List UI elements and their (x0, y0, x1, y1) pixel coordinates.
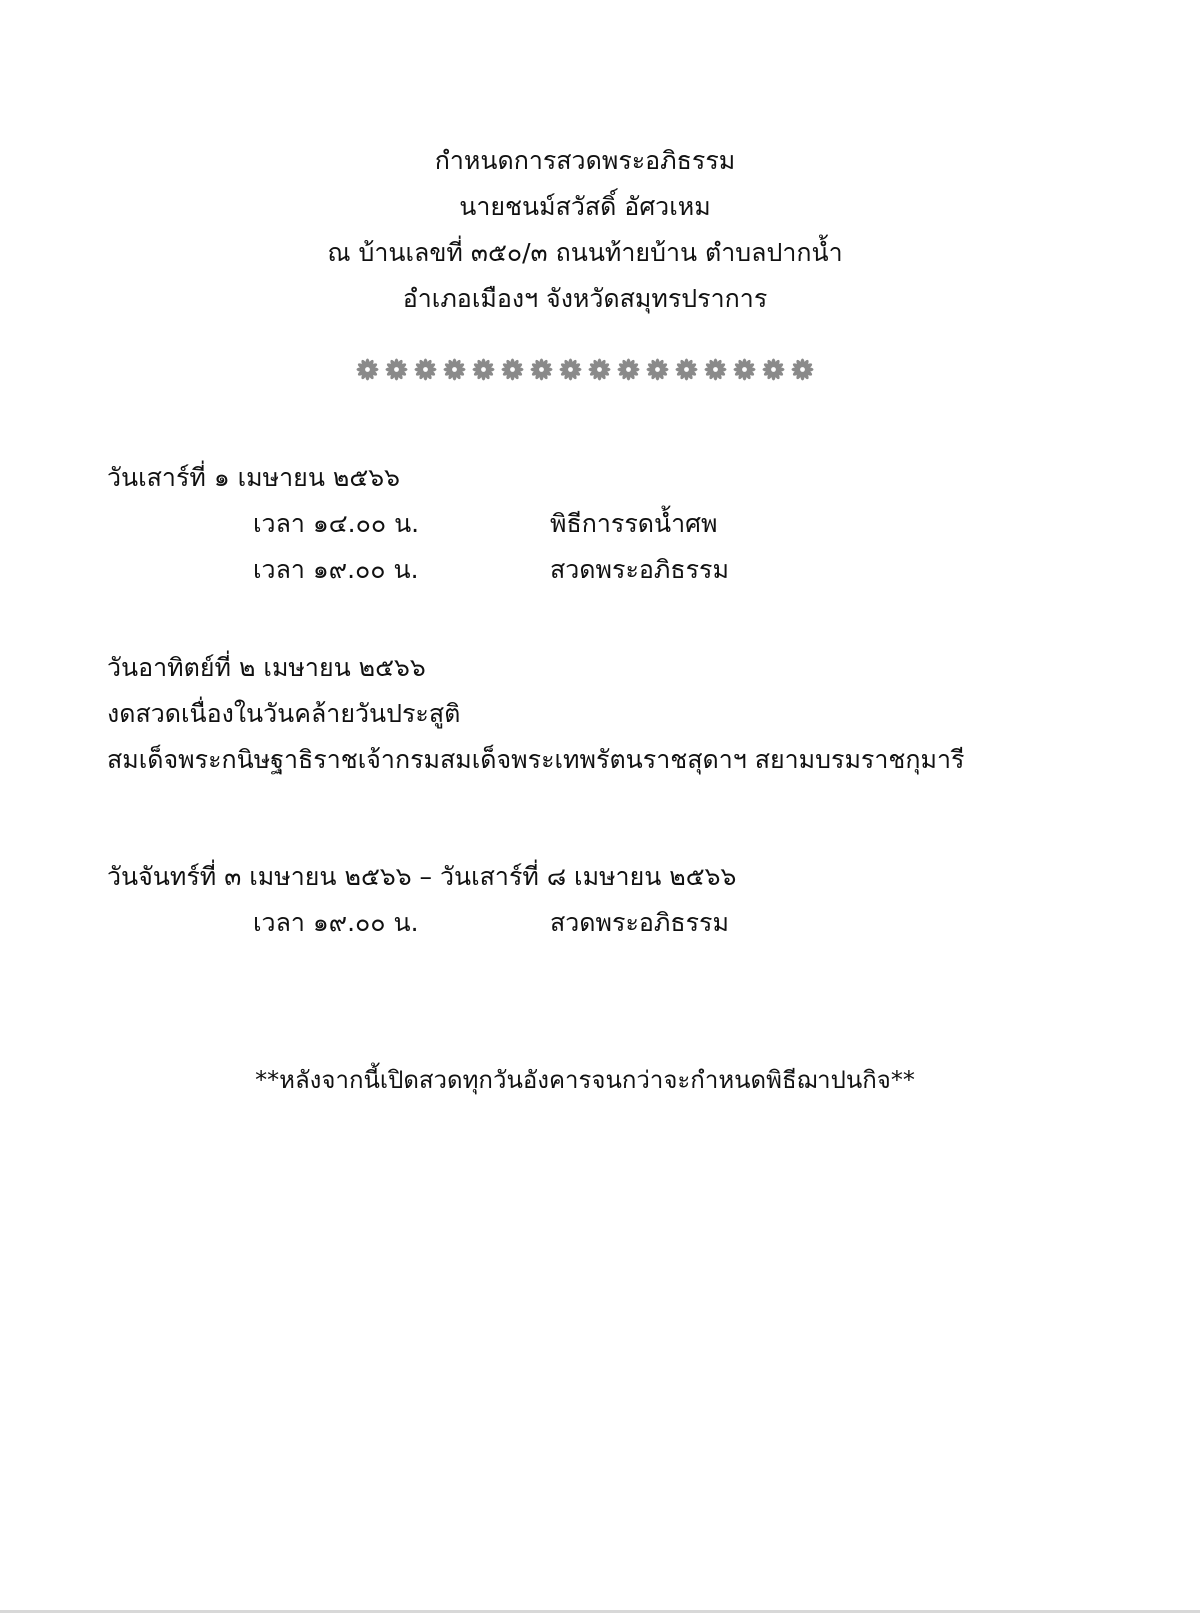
schedule-day-1 (107, 455, 1187, 593)
schedule-day-range (107, 854, 1187, 946)
flower-ornament-icon (791, 358, 814, 381)
schedule-note: งดสวดเนื่องในวันคล้ายวันประสูติ (107, 699, 461, 728)
schedule-day-2 (107, 645, 1187, 783)
schedule-row (107, 501, 1187, 547)
venue-address: ณ บ้านเลขที่ ๓๕๐/๓ ถนนท้ายบ้าน ตำบลปากน้ำ (327, 238, 843, 267)
schedule-event: สวดพระอภิธรรม (550, 908, 729, 937)
schedule-note: สมเด็จพระกนิษฐาธิราชเจ้ากรมสมเด็จพระเทพรัตนราชสุดาฯ สยามบรมราชกุมารี (107, 745, 965, 774)
ornament-divider (0, 358, 1170, 381)
venue-district: อำเภอเมืองฯ จังหวัดสมุทรปราการ (402, 284, 768, 313)
schedule-time: เวลา ๑๔.๐๐ น. (253, 509, 420, 538)
flower-ornament-icon (501, 358, 524, 381)
schedule-date: วันเสาร์ที่ ๑ เมษายน ๒๕๖๖ (107, 463, 401, 492)
schedule-time: เวลา ๑๙.๐๐ น. (253, 555, 419, 584)
schedule-date: วันอาทิตย์ที่ ๒ เมษายน ๒๕๖๖ (107, 653, 426, 682)
schedule-event: พิธีการรดน้ำศพ (550, 509, 718, 538)
schedule-row (107, 547, 1187, 593)
schedule-event: สวดพระอภิธรรม (550, 555, 729, 584)
document-header (0, 138, 1170, 322)
schedule-row (107, 900, 1187, 946)
footer-note: **หลังจากนี้เปิดสวดทุกวันอังคารจนกว่าจะกำหนดพิธีฌาปนกิจ** (255, 1066, 915, 1094)
flower-ornament-icon (675, 358, 698, 381)
flower-ornament-icon (530, 358, 553, 381)
schedule-time: เวลา ๑๙.๐๐ น. (253, 908, 419, 937)
document-title: กำหนดการสวดพระอภิธรรม (434, 146, 736, 175)
schedule-date: วันจันทร์ที่ ๓ เมษายน ๒๕๖๖ – วันเสาร์ที่ ๘ เมษายน ๒๕๖๖ (107, 862, 737, 891)
deceased-name: นายชนม์สวัสดิ์ อัศวเหม (459, 192, 711, 221)
flower-ornament-icon (733, 358, 756, 381)
flower-ornament-icon (704, 358, 727, 381)
flower-ornament-icon (617, 358, 640, 381)
flower-ornament-icon (588, 358, 611, 381)
flower-ornament-icon (559, 358, 582, 381)
flower-ornament-icon (385, 358, 408, 381)
flower-ornament-icon (443, 358, 466, 381)
flower-ornament-icon (646, 358, 669, 381)
flower-ornament-icon (762, 358, 785, 381)
flower-ornament-icon (414, 358, 437, 381)
flower-ornament-icon (472, 358, 495, 381)
flower-ornament-icon (356, 358, 379, 381)
